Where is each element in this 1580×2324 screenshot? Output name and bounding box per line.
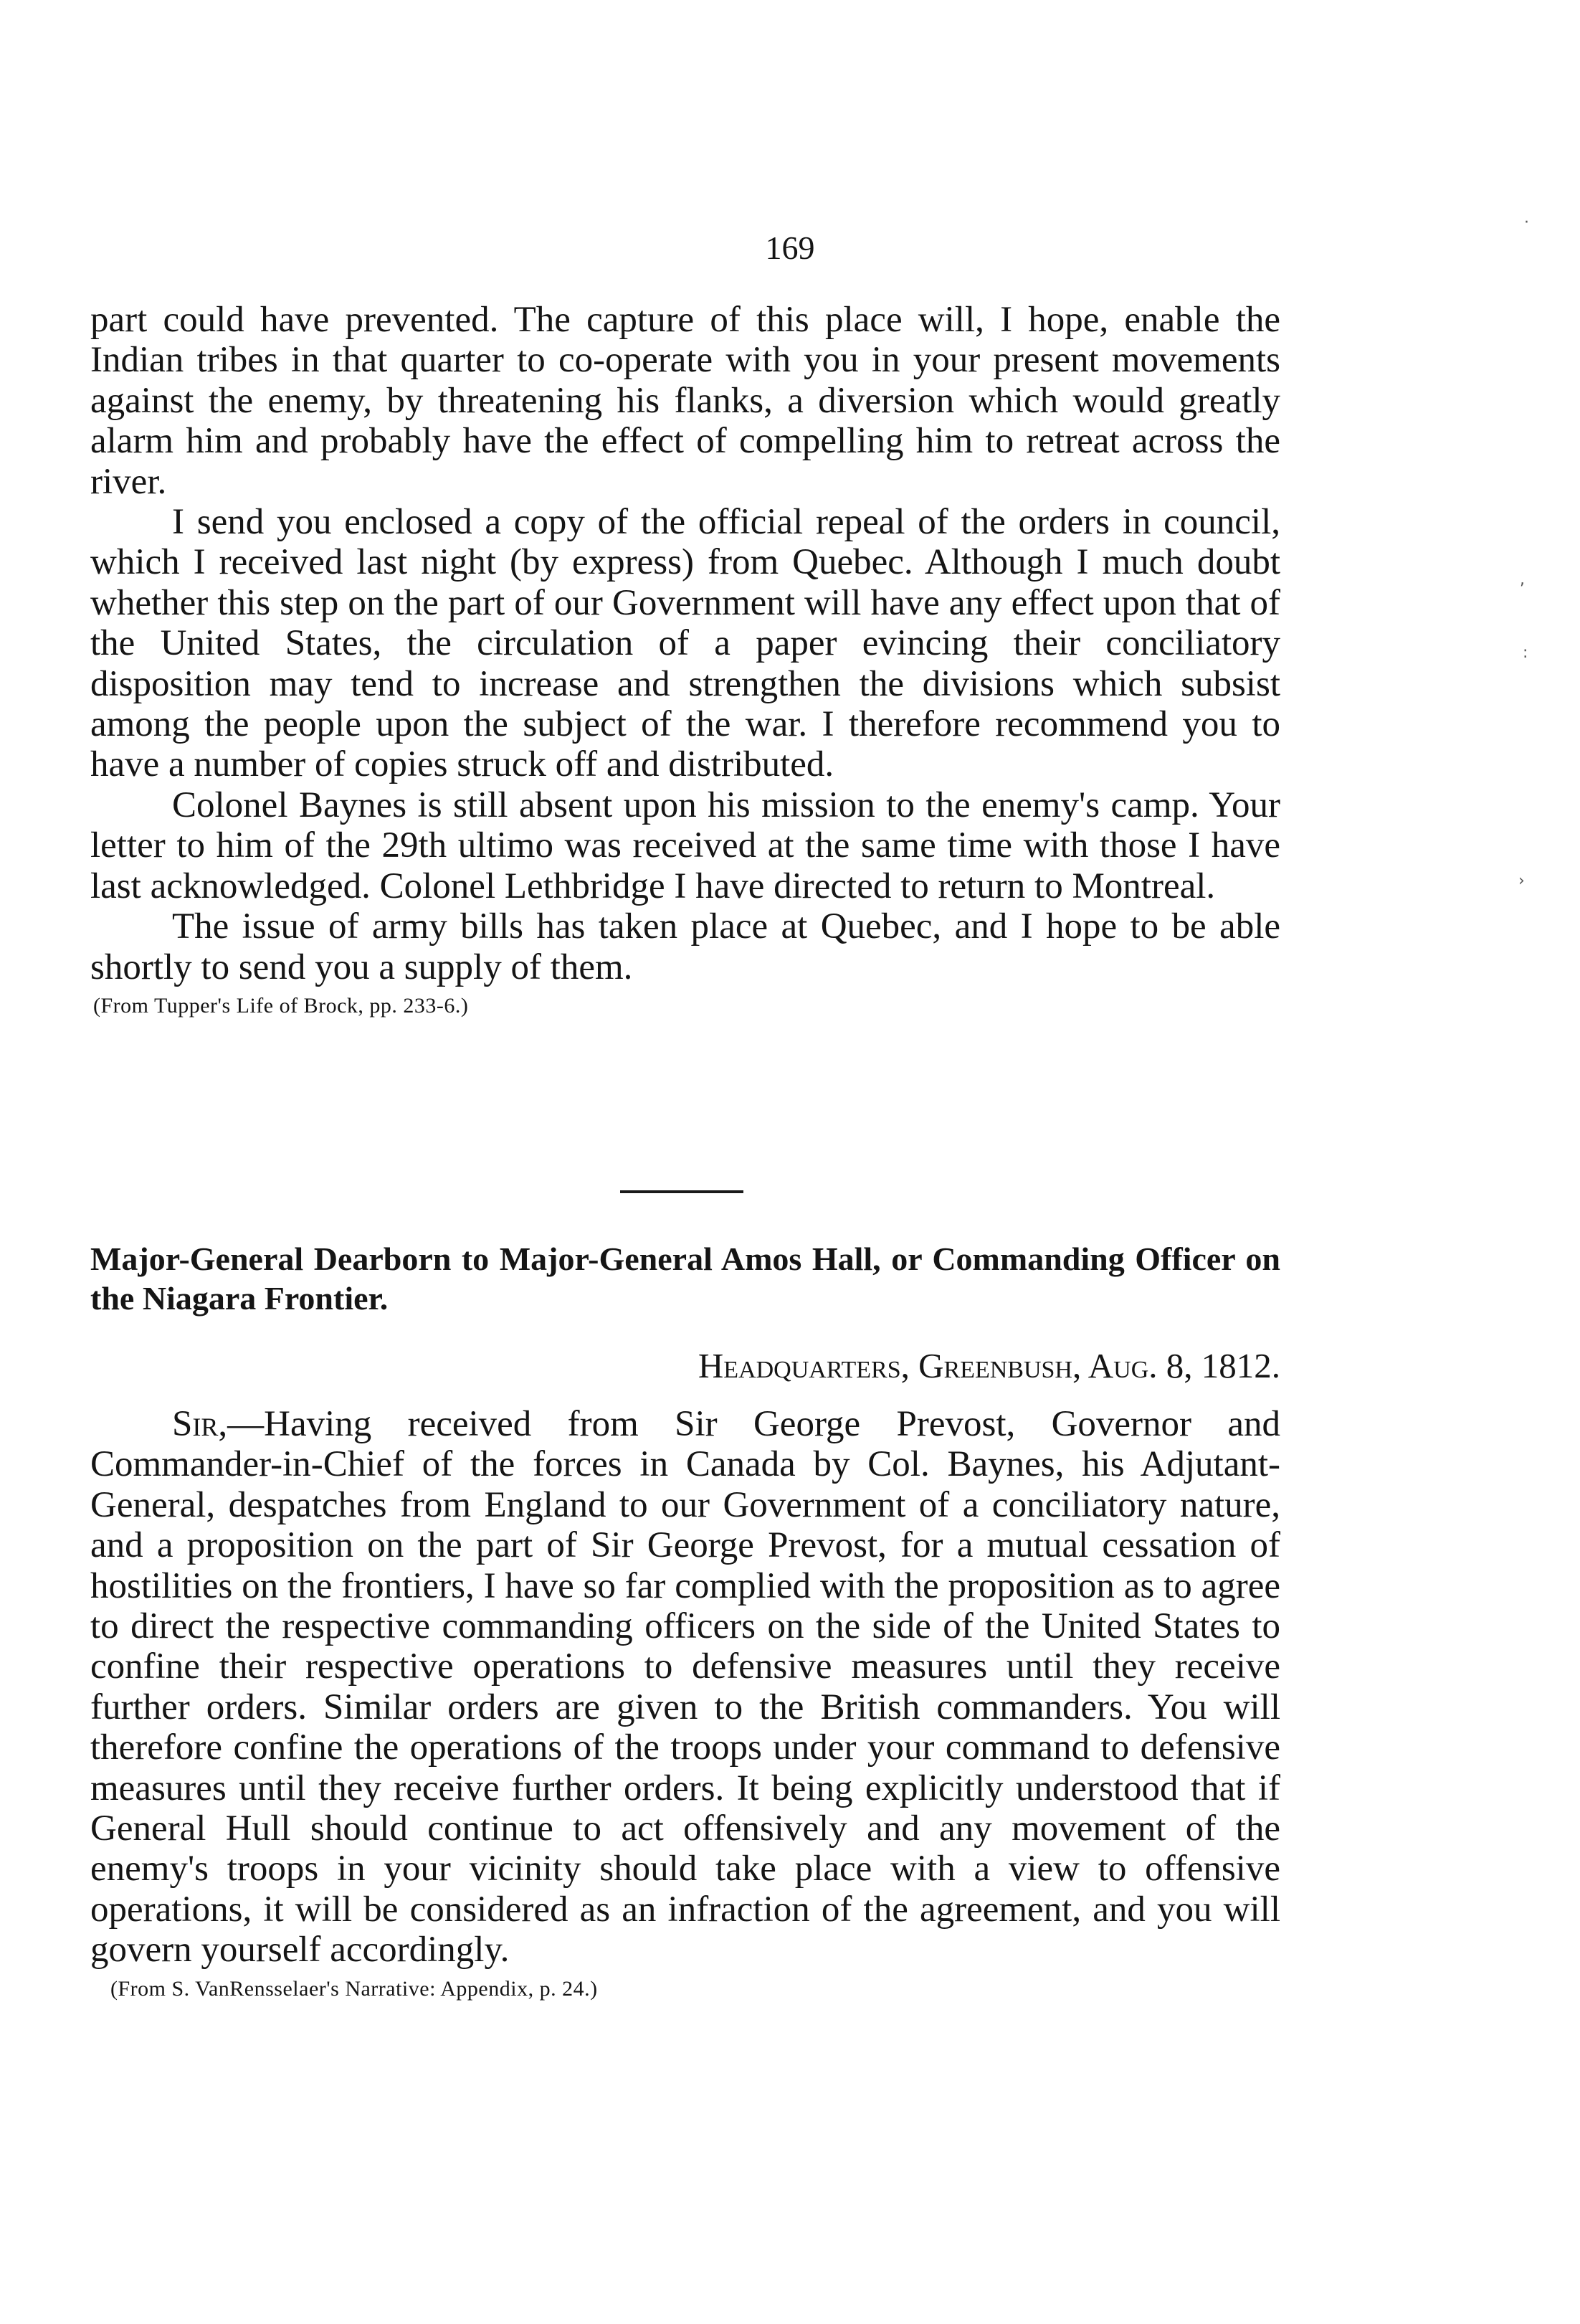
scan-speck: , xyxy=(1520,571,1525,589)
source-citation: (From Tupper's Life of Brock, pp. 233-6.) xyxy=(93,993,469,1018)
paragraph-3: Colonel Baynes is still absent upon his mission to the enemy's camp. Your letter to him of the 29th ultimo was received at the same time with those I have last acknowledged. Colonel Lethbridge I have directed to return to Montreal. xyxy=(90,784,1280,906)
paragraph-4: The issue of army bills has taken place at Quebec, and I hope to be able shortly to send you a supply of them. xyxy=(90,906,1280,987)
scan-speck: · xyxy=(1524,214,1529,232)
scan-speck: › xyxy=(1518,872,1525,890)
letter-dearborn xyxy=(90,1404,1280,2003)
letter-continuation xyxy=(90,300,1280,1020)
letter-paragraph xyxy=(90,1404,1280,1970)
page-number: 169 xyxy=(765,229,815,266)
scan-speck: : xyxy=(1523,644,1528,662)
letter-text: —Having received from Sir George Prevost, Governor and Commander-in-Chief of the forces in Canada by Col. Baynes, his Adjutant-General, despatches from England to our Government of a conciliatory nature, and a proposition on the part of Sir George Prevost, for a mutual cessation of hostilities on the frontiers, I have so far complied with the proposition as to agree to direct the respective commanding officers on the side of the United States to confine their respective operations to defensive measures until they receive further orders. Similar orders are given to the British commanders. You will therefore confine the operations of the troops under your command to defensive measures until they receive further orders. It being explicitly understood that if General Hull should continue to act offensively and any movement of the enemy's troops in your vicinity should take place with a view to offensive operations, it will be considered as an infraction of the agreement, and you will govern yourself accordingly. xyxy=(90,1404,1280,1970)
paragraph-2: I send you enclosed a copy of the official repeal of the orders in council, which I received last night (by express) from Quebec. Although I much doubt whether this step on the part of our Government will have any effect upon that of the United States, the circulation of a paper evincing their conciliatory disposition may tend to increase and strengthen the divisions which subsist among the people upon the subject of the war. I therefore recommend you to have a number of copies struck off and distributed. xyxy=(90,502,1280,785)
letter-body xyxy=(90,1404,1280,1970)
paragraph-1: part could have prevented. The capture of this place will, I hope, enable the Indian tribes in that quarter to co-operate with you in your present movements against the enemy, by threatening his flanks, a diversion which would greatly alarm him and probably have the effect of compelling him to retreat across the river. xyxy=(90,300,1280,502)
letter-body xyxy=(90,300,1280,987)
section-divider xyxy=(620,1190,743,1193)
letter-heading: Major-General Dearborn to Major-General Amos Hall, or Commanding Officer on the Niagara Frontier. xyxy=(90,1241,1280,1317)
dateline: Headquarters, Greenbush, Aug. 8, 1812. xyxy=(698,1346,1280,1385)
source-citation: (From S. VanRensselaer's Narrative: Appendix, p. 24.) xyxy=(110,1976,598,2001)
salutation: Sir, xyxy=(172,1404,228,1444)
